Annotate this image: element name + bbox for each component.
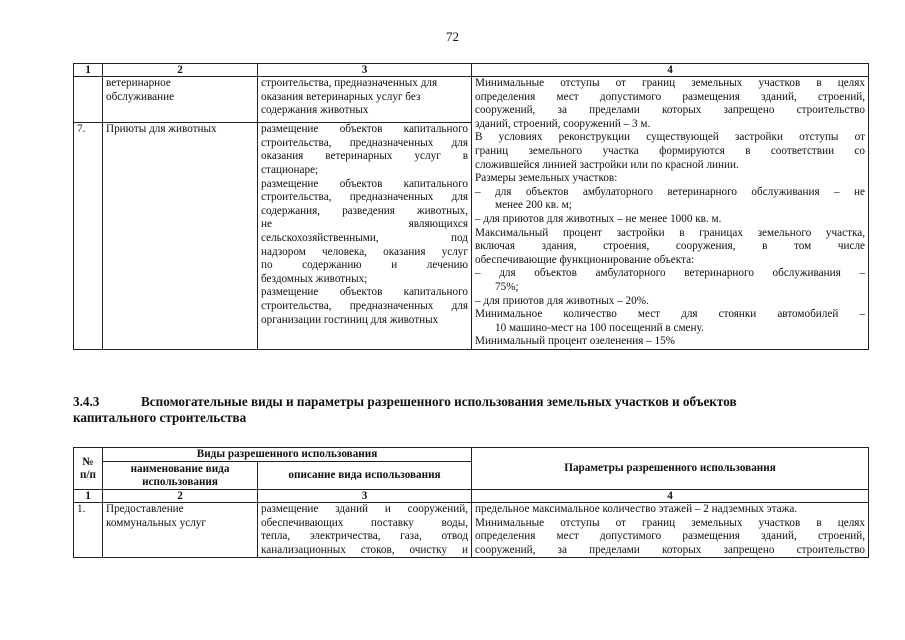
text-line: Предоставление bbox=[106, 503, 184, 515]
text-line: Минимальные отступы от границ земельных участков в целях bbox=[475, 516, 866, 529]
text-line: Минимальный процент озеленения – 15% bbox=[475, 335, 676, 348]
text-line: сельскохозяйственными, под bbox=[261, 231, 468, 244]
text-line: по содержанию и лечению bbox=[261, 259, 468, 272]
text-line: менее 200 кв. м; bbox=[495, 199, 572, 212]
text-line: коммунальных услуг bbox=[106, 516, 206, 529]
header-name: наименование вида использования bbox=[103, 462, 258, 490]
text-line: содержания, разведения животных, bbox=[261, 204, 468, 217]
section-heading bbox=[73, 394, 868, 426]
text-line: зданий, строений, сооружений – 3 м. bbox=[475, 117, 651, 130]
section-number: 3.4.3 bbox=[73, 394, 100, 409]
text-line: размещение объектов капитального bbox=[261, 123, 468, 136]
use-name-cell bbox=[103, 503, 258, 558]
text-line: надзором человека, оказания услуг bbox=[261, 245, 468, 258]
header-row bbox=[74, 448, 869, 462]
text-line: определения мест допустимого размещения зданий, строений, bbox=[475, 530, 866, 543]
use-description-cell bbox=[258, 503, 472, 558]
col-number: 4 bbox=[472, 64, 869, 77]
use-description-cell bbox=[258, 77, 472, 123]
text-line: определения мест допустимого размещения зданий, строений, bbox=[475, 90, 865, 103]
col-number: 1 bbox=[74, 64, 103, 77]
col-number: 2 bbox=[103, 490, 258, 503]
table-row bbox=[74, 77, 869, 123]
text-line: сооружений, за пределами которых запрещено строительство bbox=[475, 543, 866, 556]
text-line: бездомных животных; bbox=[261, 272, 368, 285]
table-row bbox=[74, 503, 869, 558]
col-number: 2 bbox=[103, 64, 258, 77]
text-line: ветеринарное bbox=[106, 77, 171, 89]
header-params: Параметры разрешенного использования bbox=[472, 448, 869, 490]
text-line: предельное максимальное количество этажей – 2 надземных этажа. bbox=[475, 503, 798, 515]
use-name-cell bbox=[103, 77, 258, 123]
auxiliary-uses-table bbox=[73, 447, 869, 558]
text-line: 10 машино-мест на 100 посещений в смену. bbox=[495, 321, 704, 334]
text-line: обслуживание bbox=[106, 90, 175, 103]
col-number: 3 bbox=[258, 490, 472, 503]
text-line: размещение объектов капитального bbox=[261, 177, 468, 190]
text-line: строительства, предназначенных для bbox=[261, 136, 468, 149]
text-line: Размеры земельных участков: bbox=[475, 172, 618, 185]
row-number-cell bbox=[74, 77, 103, 123]
text-line: размещение объектов капитального bbox=[261, 286, 468, 299]
text-line: обеспечивающих поставку воды, bbox=[261, 516, 469, 529]
text-line: границ земельного участка формируются в соответствии со bbox=[475, 144, 865, 157]
row-number-cell: 1. bbox=[74, 503, 103, 558]
section-title-line1: Вспомогательные виды и параметры разрешенного использования земельных участков и объектов bbox=[141, 394, 737, 409]
section-title-line2: капитального строительства bbox=[73, 410, 247, 425]
header-group: Виды разрешенного использования bbox=[103, 448, 472, 462]
row-number-cell: 7. bbox=[74, 123, 103, 350]
text-line: канализационных стоков, очистку и bbox=[261, 543, 469, 556]
text-line: сооружений, за пределами которых запрещено строительство bbox=[475, 104, 865, 117]
text-line: Максимальный процент застройки в границах земельного участка, bbox=[475, 226, 865, 239]
header-number: № п/п bbox=[74, 448, 103, 490]
text-line: 75%; bbox=[495, 280, 519, 293]
text-line: Минимальные отступы от границ земельных участков в целях bbox=[475, 77, 865, 89]
text-line: стационаре; bbox=[261, 163, 319, 176]
use-description-cell bbox=[258, 123, 472, 350]
text-line: строительства, предназначенных для bbox=[261, 77, 438, 89]
text-line: оказания ветеринарных услуг в bbox=[261, 150, 468, 163]
text-line: строительства, предназначенных для bbox=[261, 299, 468, 312]
col-number: 4 bbox=[472, 490, 869, 503]
text-line: – для приютов для животных – 20%. bbox=[475, 294, 649, 307]
text-line: не являющихся bbox=[261, 218, 468, 231]
col-number: 3 bbox=[258, 64, 472, 77]
parameters-table-continued bbox=[73, 63, 869, 350]
text-line: строительства, предназначенных для bbox=[261, 191, 468, 204]
use-name-cell: Приюты для животных bbox=[103, 123, 258, 350]
text-line: – для приютов для животных – не менее 1000 кв. м. bbox=[475, 212, 722, 225]
text-line: – для объектов амбулаторного ветеринарного обслуживания – не bbox=[475, 185, 865, 198]
parameters-cell bbox=[472, 503, 869, 558]
text-line: включая здания, строения, сооружения, в том числе bbox=[475, 240, 865, 253]
text-line: содержания животных bbox=[261, 104, 369, 117]
column-number-row bbox=[74, 490, 869, 503]
text-line: обеспечивающие функционирование объекта: bbox=[475, 253, 695, 266]
text-line: тепла, электричества, газа, отвод bbox=[261, 530, 469, 543]
text-line: размещение зданий и сооружений, bbox=[261, 503, 469, 515]
col-number: 1 bbox=[74, 490, 103, 503]
text-line: – для объектов амбулаторного ветеринарного обслуживания – bbox=[475, 267, 865, 280]
text-line: В условиях реконструкции существующей застройки отступы от bbox=[475, 131, 865, 144]
text-line: организации гостиниц для животных bbox=[261, 313, 439, 326]
column-number-row bbox=[74, 64, 869, 77]
text-line: Минимальное количество мест для стоянки автомобилей – bbox=[475, 308, 865, 321]
page-number: 72 bbox=[446, 29, 459, 44]
text-line: сложившейся линией застройки или по красной линии. bbox=[475, 158, 739, 171]
text-line: оказания ветеринарных услуг без bbox=[261, 90, 421, 103]
parameters-cell bbox=[472, 77, 869, 350]
header-description: описание вида использования bbox=[258, 462, 472, 490]
